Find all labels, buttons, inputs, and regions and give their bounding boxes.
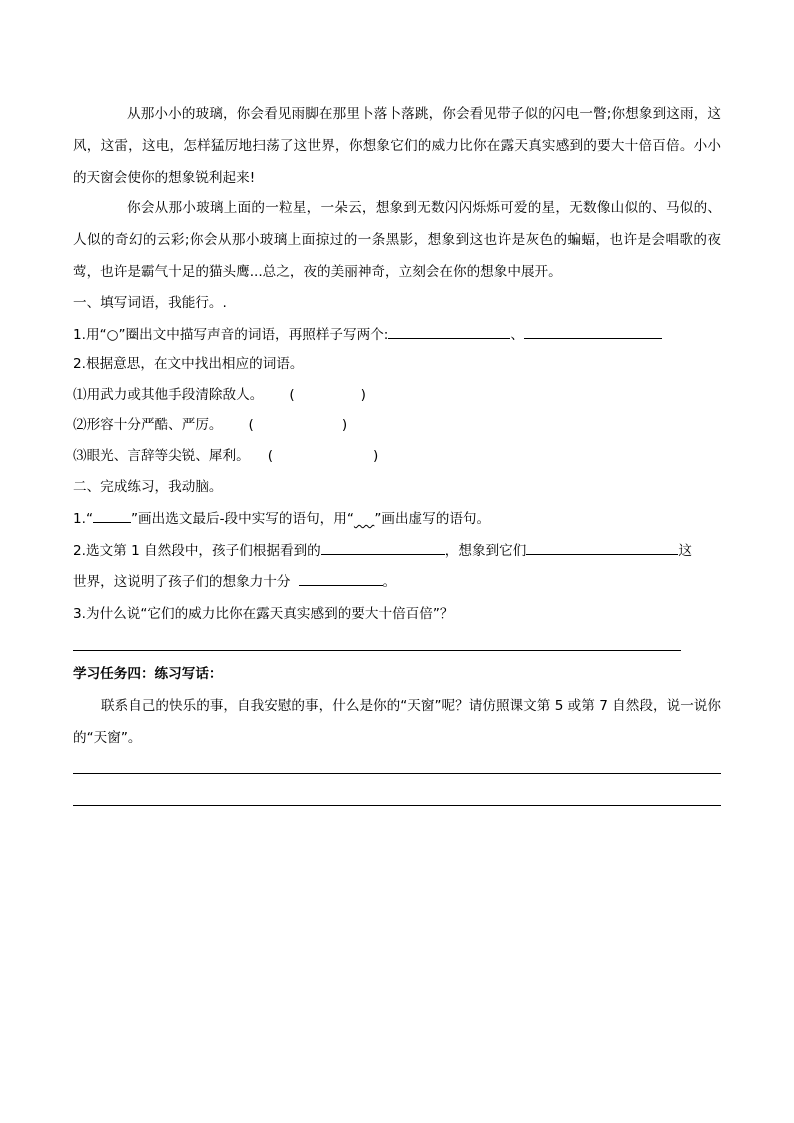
passage-paragraph-2: 你会从那小玻璃上面的一粒星，一朵云，想象到无数闪闪烁烁可爱的星，无数像山似的、马似的、人似的奇幻的云彩;你会从那小玻璃上面掠过的一条黑影，想象到这也许是灰色的蝙蝠，也许是会唱歌的夜莺，也许是霸气十足的猫头鹰...总之，夜的美丽神奇，立刻会在你的想象中展开。 [73, 200, 721, 280]
meaning-item-3 [73, 446, 378, 466]
q1-part-b: ”画出选文最后-段中实写的语句，用“ [131, 511, 354, 527]
paren-close: ) [360, 387, 366, 403]
paren-open: ( [248, 417, 254, 433]
q1-text: 1.用“○”圈出文中描写声音的词语，再照样子写两个: [73, 327, 389, 343]
meaning-item-text: ⑶眼光、言辞等尖锐、犀利。 [73, 448, 250, 464]
section2-question-2 [73, 540, 692, 561]
q2-part-a: 2.选文第 1 自然段中，孩子们根据看到的 [73, 543, 321, 559]
paren-open: ( [289, 387, 295, 403]
meaning-item-1 [73, 385, 366, 405]
section2-question-3: 3.为什么说“它们的威力比你在露天真实感到的要大十倍百倍”？ [73, 606, 454, 622]
meaning-item-text: ⑵形容十分严酷、严厉。 [73, 417, 223, 433]
wavy-line-sample [354, 511, 374, 527]
meaning-item-2 [73, 415, 347, 435]
q2-part-b: ，想象到它们 [444, 543, 527, 559]
section1-title: 一、填写词语，我能行。. [73, 295, 227, 311]
q1-separator: 、 [510, 327, 524, 343]
q1-part-c: ”画出虚写的语句。 [374, 511, 491, 527]
straight-line-sample [93, 508, 131, 523]
meaning-item-text: ⑴用武力或其他手段清除敌人。 [73, 387, 264, 403]
answer-blank-4[interactable] [526, 540, 678, 555]
paren-open: ( [267, 448, 274, 464]
q2-part-d: 世界，这说明了孩子们的想象力十分 [73, 574, 291, 590]
writing-line-2[interactable] [73, 805, 721, 806]
answer-blank-3[interactable] [321, 540, 445, 555]
writing-line-1[interactable] [73, 773, 721, 774]
q1-part-a: 1.“ [73, 511, 94, 527]
answer-blank-2[interactable] [524, 324, 662, 339]
paren-close: ) [373, 448, 379, 464]
paren-close: ) [341, 417, 348, 433]
section2-question-1 [73, 508, 490, 529]
task4-prompt: 联系自己的快乐的事，自我安慰的事，什么是你的“天窗”呢？请仿照课文第 5 或第 7 自然段，说一说你的“天窗”。 [73, 698, 721, 746]
q2-part-e: 。 [382, 574, 397, 590]
answer-blank-5[interactable] [299, 571, 383, 586]
answer-blank-1[interactable] [388, 324, 510, 339]
passage-paragraph-1: 从那小小的玻璃，你会看见雨脚在那里卜落卜落跳，你会看见带子似的闪电一瞥;你想象到这雨，这风，这雷，这电，怎样猛厉地扫荡了这世界，你想象它们的威力比你在露天真实感到的要大十倍百倍。小小的天窗会使你的想象锐利起来! [73, 106, 721, 186]
q2-part-c: 这 [678, 543, 692, 559]
answer-line-q3[interactable] [73, 650, 681, 651]
task4-title: 学习任务四：练习写话： [73, 666, 223, 682]
section1-question-2: 2.根据意思，在文中找出相应的词语。 [73, 356, 304, 372]
section2-question-2-cont [73, 571, 396, 592]
section1-question-1 [73, 324, 662, 345]
section2-title: 二、完成练习，我动脑。 [73, 479, 223, 495]
